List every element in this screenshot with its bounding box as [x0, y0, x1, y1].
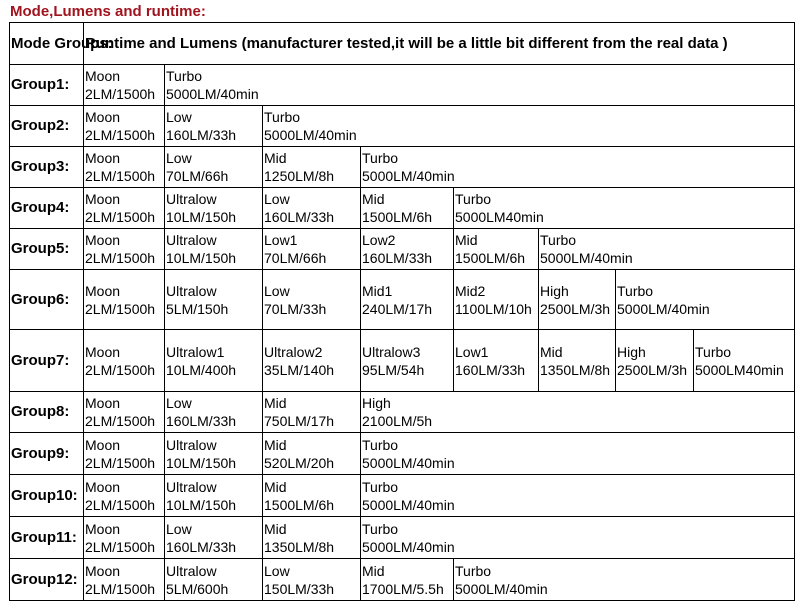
mode-cell [454, 188, 795, 229]
mode-name: Low [264, 282, 290, 299]
mode-cell [84, 517, 165, 559]
mode-cell [361, 517, 795, 559]
mode-name: Turbo [264, 109, 301, 125]
group-row [10, 270, 795, 330]
mode-cell [616, 270, 795, 330]
mode-name: Ultralow1 [166, 343, 225, 360]
mode-cell [84, 147, 165, 188]
mode-value: 1350LM/8h [540, 361, 611, 378]
mode-value: 5LM/150h [166, 300, 229, 317]
mode-value: 5LM/600h [166, 580, 229, 597]
mode-cell [263, 392, 361, 433]
mode-cell [165, 106, 263, 147]
mode-cell [84, 188, 165, 229]
mode-cell [616, 330, 694, 392]
mode-name: Mid [264, 150, 287, 166]
mode-name: Turbo [362, 150, 399, 166]
group-row [10, 147, 795, 188]
mode-cell [263, 517, 361, 559]
mode-value: 10LM/400h [166, 361, 237, 378]
group-label: Group9: [10, 433, 84, 475]
mode-name: Low1 [264, 232, 298, 248]
mode-value: 2500LM/3h [540, 300, 611, 317]
mode-name: Turbo [695, 343, 732, 360]
mode-cell [539, 270, 616, 330]
header-row [10, 23, 795, 65]
group-row [10, 65, 795, 106]
mode-value: 5000LM/40min [362, 454, 455, 471]
mode-cell [84, 475, 165, 517]
mode-name: Turbo [455, 562, 492, 579]
mode-cell [165, 517, 263, 559]
mode-name: Moon [85, 282, 121, 299]
mode-cell [361, 229, 454, 270]
mode-name: Turbo [362, 478, 399, 495]
mode-name: Moon [85, 436, 121, 453]
mode-value: 160LM/33h [264, 209, 335, 225]
mode-value: 5000LM/40min [455, 580, 548, 597]
mode-cell [263, 106, 795, 147]
mode-name: Moon [85, 191, 121, 207]
mode-name: Low [264, 562, 290, 579]
group-row [10, 517, 795, 559]
mode-name: Mid2 [455, 282, 486, 299]
mode-name: Ultralow [166, 436, 217, 453]
mode-value: 2LM/1500h [85, 361, 156, 378]
mode-name: Low2 [362, 232, 396, 248]
group-label: Group11: [10, 517, 84, 559]
group-label: Group4: [10, 188, 84, 229]
mode-cell [454, 270, 539, 330]
mode-value: 160LM/33h [166, 413, 237, 429]
mode-cell [263, 330, 361, 392]
mode-value: 2LM/1500h [85, 413, 156, 429]
mode-name: Low [166, 150, 192, 166]
mode-cell [361, 147, 795, 188]
mode-cell [694, 330, 795, 392]
mode-name: Turbo [540, 232, 577, 248]
group-label: Group10: [10, 475, 84, 517]
mode-cell [454, 229, 539, 270]
mode-name: Moon [85, 478, 121, 495]
mode-name: Turbo [617, 282, 654, 299]
group-row [10, 433, 795, 475]
mode-value: 5000LM/40min [540, 250, 633, 266]
group-label: Group6: [10, 270, 84, 330]
mode-name: Moon [85, 68, 121, 84]
mode-cell [165, 188, 263, 229]
mode-cell [361, 270, 454, 330]
mode-cell [539, 330, 616, 392]
runtime-lumens-header: Runtime and Lumens (manufacturer tested,it will be a little bit different from the real data ) [84, 23, 795, 65]
mode-name: Ultralow2 [264, 343, 323, 360]
mode-value: 2LM/1500h [85, 454, 156, 471]
mode-name: Mid [264, 478, 287, 495]
mode-name: Low [264, 191, 290, 207]
mode-name: Moon [85, 150, 121, 166]
mode-value: 2LM/1500h [85, 209, 156, 225]
mode-value: 70LM/66h [264, 250, 327, 266]
mode-value: 1700LM/5.5h [362, 580, 444, 597]
mode-value: 70LM/33h [264, 300, 327, 317]
group-label: Group2: [10, 106, 84, 147]
mode-cell [539, 229, 795, 270]
mode-cell [84, 229, 165, 270]
mode-value: 35LM/140h [264, 361, 335, 378]
mode-name: Low [166, 395, 192, 411]
mode-cell [165, 229, 263, 270]
mode-value: 1500LM/6h [455, 250, 526, 266]
mode-name: Mid [455, 232, 478, 248]
mode-value: 2LM/1500h [85, 300, 156, 317]
mode-name: High [362, 395, 391, 411]
mode-value: 520LM/20h [264, 454, 335, 471]
group-label: Group7: [10, 330, 84, 392]
mode-value: 10LM/150h [166, 454, 237, 471]
mode-cell [84, 270, 165, 330]
mode-value: 10LM/150h [166, 209, 237, 225]
mode-cell [165, 559, 263, 601]
mode-value: 1250LM/8h [264, 168, 335, 184]
mode-name: Moon [85, 395, 121, 411]
group-row [10, 475, 795, 517]
mode-cell [361, 188, 454, 229]
mode-value: 2LM/1500h [85, 127, 156, 143]
group-row [10, 392, 795, 433]
mode-cell [263, 229, 361, 270]
mode-value: 70LM/66h [166, 168, 229, 184]
mode-value: 5000LM/40min [362, 538, 455, 555]
mode-name: Turbo [455, 191, 492, 207]
mode-name: Low1 [455, 343, 489, 360]
mode-cell [165, 392, 263, 433]
group-label: Group3: [10, 147, 84, 188]
mode-value: 5000LM/40min [617, 300, 710, 317]
mode-value: 150LM/33h [264, 580, 335, 597]
runtime-table [9, 22, 795, 601]
mode-value: 5000LM/40min [362, 496, 455, 513]
mode-name: Moon [85, 562, 121, 579]
mode-cell [84, 106, 165, 147]
mode-name: Mid [362, 562, 385, 579]
mode-cell [263, 475, 361, 517]
mode-value: 2LM/1500h [85, 250, 156, 266]
group-label: Group5: [10, 229, 84, 270]
mode-name: Low [166, 109, 192, 125]
mode-value: 240LM/17h [362, 300, 433, 317]
mode-cell [361, 392, 795, 433]
mode-cell [84, 433, 165, 475]
group-row [10, 188, 795, 229]
mode-value: 2LM/1500h [85, 168, 156, 184]
mode-name: Moon [85, 109, 121, 125]
mode-value: 2LM/1500h [85, 86, 156, 102]
mode-name: Moon [85, 520, 121, 537]
mode-value: 10LM/150h [166, 496, 237, 513]
mode-value: 160LM/33h [455, 361, 526, 378]
mode-value: 2LM/1500h [85, 580, 156, 597]
mode-value: 2LM/1500h [85, 538, 156, 555]
mode-name: High [540, 282, 569, 299]
mode-name: Turbo [166, 68, 203, 84]
mode-name: Mid [264, 520, 287, 537]
mode-name: Turbo [362, 436, 399, 453]
mode-value: 5000LM40min [455, 209, 544, 225]
mode-cell [165, 475, 263, 517]
group-row [10, 229, 795, 270]
mode-cell [263, 433, 361, 475]
mode-value: 5000LM/40min [166, 86, 259, 102]
mode-name: Moon [85, 232, 121, 248]
table-body [10, 65, 795, 601]
mode-name: Ultralow [166, 562, 217, 579]
mode-name: Mid1 [362, 282, 393, 299]
mode-cell [361, 330, 454, 392]
mode-cell [361, 559, 454, 601]
group-label: Group8: [10, 392, 84, 433]
mode-value: 1100LM/10h [455, 300, 532, 317]
mode-cell [84, 65, 165, 106]
mode-value: 1350LM/8h [264, 538, 335, 555]
group-row [10, 330, 795, 392]
mode-value: 5000LM/40min [264, 127, 357, 143]
mode-name: Turbo [362, 520, 399, 537]
group-label: Group12: [10, 559, 84, 601]
mode-value: 1500LM/6h [264, 496, 335, 513]
mode-name: Mid [362, 191, 385, 207]
mode-value: 5000LM/40min [362, 168, 455, 184]
mode-cell [263, 147, 361, 188]
mode-cell [454, 559, 795, 601]
mode-name: Ultralow [166, 282, 217, 299]
mode-name: High [617, 343, 646, 360]
mode-cell [454, 330, 539, 392]
group-row [10, 106, 795, 147]
mode-value: 5000LM40min [695, 361, 784, 378]
mode-cell [165, 65, 795, 106]
mode-cell [165, 270, 263, 330]
mode-cell [84, 559, 165, 601]
group-row [10, 559, 795, 601]
mode-name: Mid [264, 436, 287, 453]
mode-name: Ultralow [166, 478, 217, 495]
mode-cell [263, 559, 361, 601]
mode-cell [84, 392, 165, 433]
mode-cell [263, 188, 361, 229]
mode-name: Ultralow3 [362, 343, 421, 360]
group-label: Group1: [10, 65, 84, 106]
mode-name: Mid [264, 395, 287, 411]
mode-value: 160LM/33h [166, 127, 237, 143]
mode-groups-header: Mode Groups: [10, 23, 84, 65]
mode-value: 2500LM/3h [617, 361, 688, 378]
mode-name: Ultralow [166, 191, 217, 207]
mode-value: 160LM/33h [362, 250, 433, 266]
mode-cell [84, 330, 165, 392]
page-heading: Mode,Lumens and runtime: [10, 3, 206, 20]
mode-cell [361, 433, 795, 475]
mode-name: Ultralow [166, 232, 217, 248]
mode-cell [165, 433, 263, 475]
mode-value: 10LM/150h [166, 250, 237, 266]
mode-cell [165, 147, 263, 188]
mode-value: 160LM/33h [166, 538, 237, 555]
mode-name: Mid [540, 343, 563, 360]
mode-cell [263, 270, 361, 330]
mode-name: Moon [85, 343, 121, 360]
mode-value: 2100LM/5h [362, 413, 433, 429]
mode-value: 2LM/1500h [85, 496, 156, 513]
mode-value: 750LM/17h [264, 413, 335, 429]
mode-value: 1500LM/6h [362, 209, 433, 225]
mode-cell [165, 330, 263, 392]
mode-value: 95LM/54h [362, 361, 425, 378]
mode-name: Low [166, 520, 192, 537]
mode-cell [361, 475, 795, 517]
